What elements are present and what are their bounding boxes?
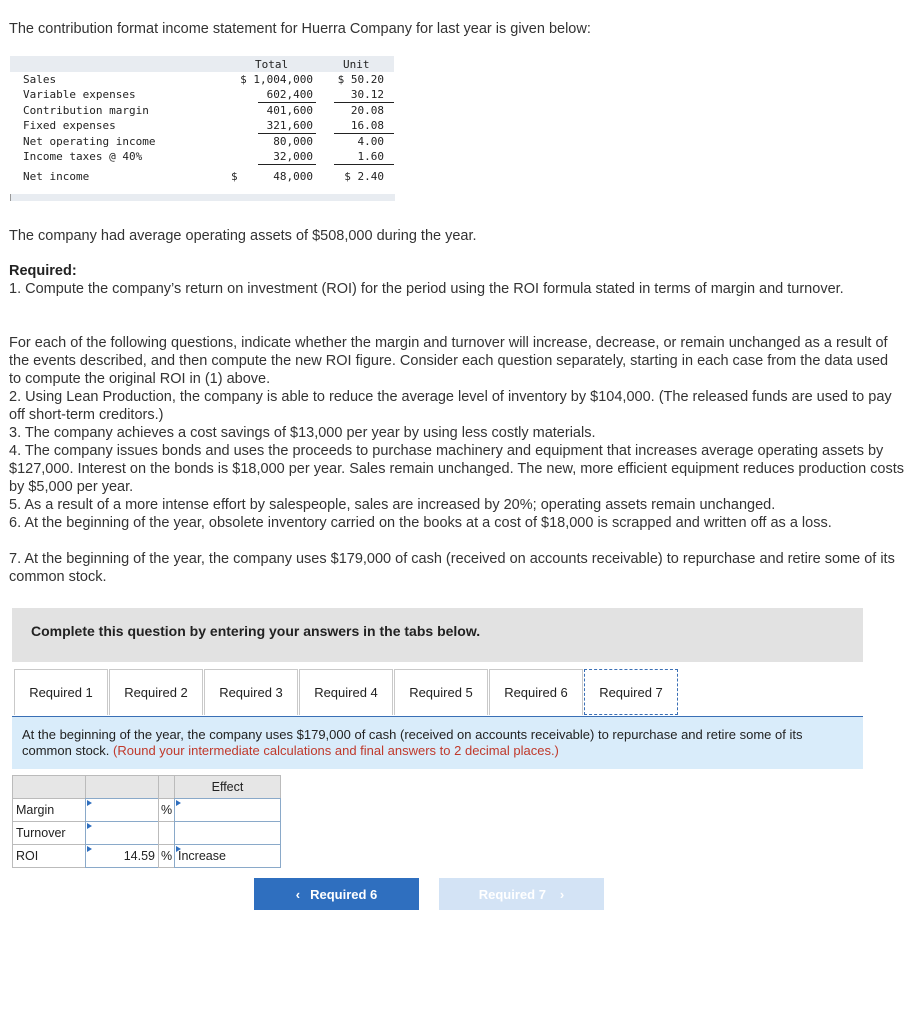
margin-unit: % xyxy=(158,798,175,822)
statement-row: Fixed expenses 321,600 16.08 xyxy=(23,119,384,132)
prev-required-6-button[interactable]: ‹ Required 6 xyxy=(254,878,419,910)
statement-row: Contribution margin 401,600 20.08 xyxy=(23,104,384,117)
roi-effect-select[interactable]: Increase xyxy=(174,844,281,868)
grid-header-unit xyxy=(158,775,175,799)
col-unit-header: Unit xyxy=(343,58,370,71)
tab-required-6[interactable]: Required 6 xyxy=(489,669,583,715)
req5-text: 5. As a result of a more intense effort by salespeople, sales are increased by 20%; operating assets remain unchanged. xyxy=(9,497,776,513)
req7-text: 7. At the beginning of the year, the company uses $179,000 of cash (received on accounts receivable) to repurchase and retire some of its common stock. xyxy=(9,551,895,585)
margin-effect-select[interactable] xyxy=(174,798,281,822)
statement-footer-bar xyxy=(10,194,395,201)
input-marker-icon xyxy=(87,846,92,852)
roi-unit: % xyxy=(158,844,175,868)
underline xyxy=(334,164,394,165)
statement-row: Net income $ 48,000 $ 2.40 xyxy=(23,170,384,183)
req2-text: 2. Using Lean Production, the company is able to reduce the average level of inventory by $104,000. (The released funds are used to pay off short-term creditors.) xyxy=(9,389,892,423)
tab-required-2[interactable]: Required 2 xyxy=(109,669,203,715)
turnover-label: Turnover xyxy=(12,821,86,845)
tab-required-4[interactable]: Required 4 xyxy=(299,669,393,715)
req1-text: 1. Compute the company’s return on investment (ROI) for the period using the ROI formula stated in terms of margin and turnover. xyxy=(9,281,844,297)
statement-row: Net operating income 80,000 4.00 xyxy=(23,135,384,148)
underline xyxy=(258,102,316,103)
input-marker-icon xyxy=(87,800,92,806)
effect-header: Effect xyxy=(174,775,281,799)
col-total-header: Total xyxy=(255,58,289,71)
required-heading: Required: xyxy=(9,263,77,279)
underline xyxy=(334,133,394,134)
statement-row: Sales $ 1,004,000 $ 50.20 xyxy=(23,73,384,86)
tab-required-7[interactable]: Required 7 xyxy=(584,669,678,715)
req4-text: 4. The company issues bonds and uses the proceeds to purchase machinery and equipment that increases average operating assets by $127,000. Interest on the bonds is $18,000 per year. Sales remain unchanged. The new, more efficient equipment reduces production costs by $5,000 per year. xyxy=(9,443,905,495)
req3-text: 3. The company achieves a cost savings of $13,000 per year by using less costly materials. xyxy=(9,425,596,441)
turnover-effect-select[interactable] xyxy=(174,821,281,845)
input-marker-icon xyxy=(176,800,181,806)
grid-header-value xyxy=(85,775,159,799)
chevron-left-icon: ‹ xyxy=(295,886,301,902)
tab-required-5[interactable]: Required 5 xyxy=(394,669,488,715)
roi-label: ROI xyxy=(12,844,86,868)
next-required-7-button[interactable]: Required 7 › xyxy=(439,878,604,910)
rounding-note: (Round your intermediate calculations and final answers to 2 decimal places.) xyxy=(113,743,559,758)
turnover-unit xyxy=(158,821,175,845)
chevron-right-icon: › xyxy=(559,886,565,902)
instructions-text: For each of the following questions, indicate whether the margin and turnover will increase, decrease, or remain unchanged as a result of the events described, and then compute the new ROI figure. Consider each question separately, starting in each case from the data used to compute the original ROI in (1) above. xyxy=(9,335,889,387)
turnover-value-input[interactable] xyxy=(85,821,159,845)
underline xyxy=(258,164,316,165)
underline xyxy=(258,133,316,134)
statement-row: Variable expenses 602,400 30.12 xyxy=(23,88,384,101)
input-marker-icon xyxy=(87,823,92,829)
assets-text: The company had average operating assets of $508,000 during the year. xyxy=(9,228,477,244)
margin-value-input[interactable] xyxy=(85,798,159,822)
question-box xyxy=(12,717,863,769)
statement-header-bar xyxy=(10,56,394,72)
instruction-banner xyxy=(12,608,863,662)
banner-text: Complete this question by entering your answers in the tabs below. xyxy=(31,623,481,639)
underline xyxy=(334,102,394,103)
grid-header-blank xyxy=(12,775,86,799)
question-text: At the beginning of the year, the company uses $179,000 of cash (received on accounts receivable) to repurchase and retire some of its common stock. (Round your intermediate calculations and final answers to 2 decimal places.) xyxy=(22,727,803,758)
roi-value-input[interactable]: 14.59 xyxy=(85,844,159,868)
income-statement xyxy=(10,56,394,202)
tab-required-1[interactable]: Required 1 xyxy=(14,669,108,715)
req6-text: 6. At the beginning of the year, obsolete inventory carried on the books at a cost of $18,000 is scrapped and written off as a loss. xyxy=(9,515,832,531)
intro-text: The contribution format income statement for Huerra Company for last year is given below: xyxy=(9,21,591,37)
input-marker-icon xyxy=(176,846,181,852)
tab-required-3[interactable]: Required 3 xyxy=(204,669,298,715)
statement-row: Income taxes @ 40% 32,000 1.60 xyxy=(23,150,384,163)
margin-label: Margin xyxy=(12,798,86,822)
